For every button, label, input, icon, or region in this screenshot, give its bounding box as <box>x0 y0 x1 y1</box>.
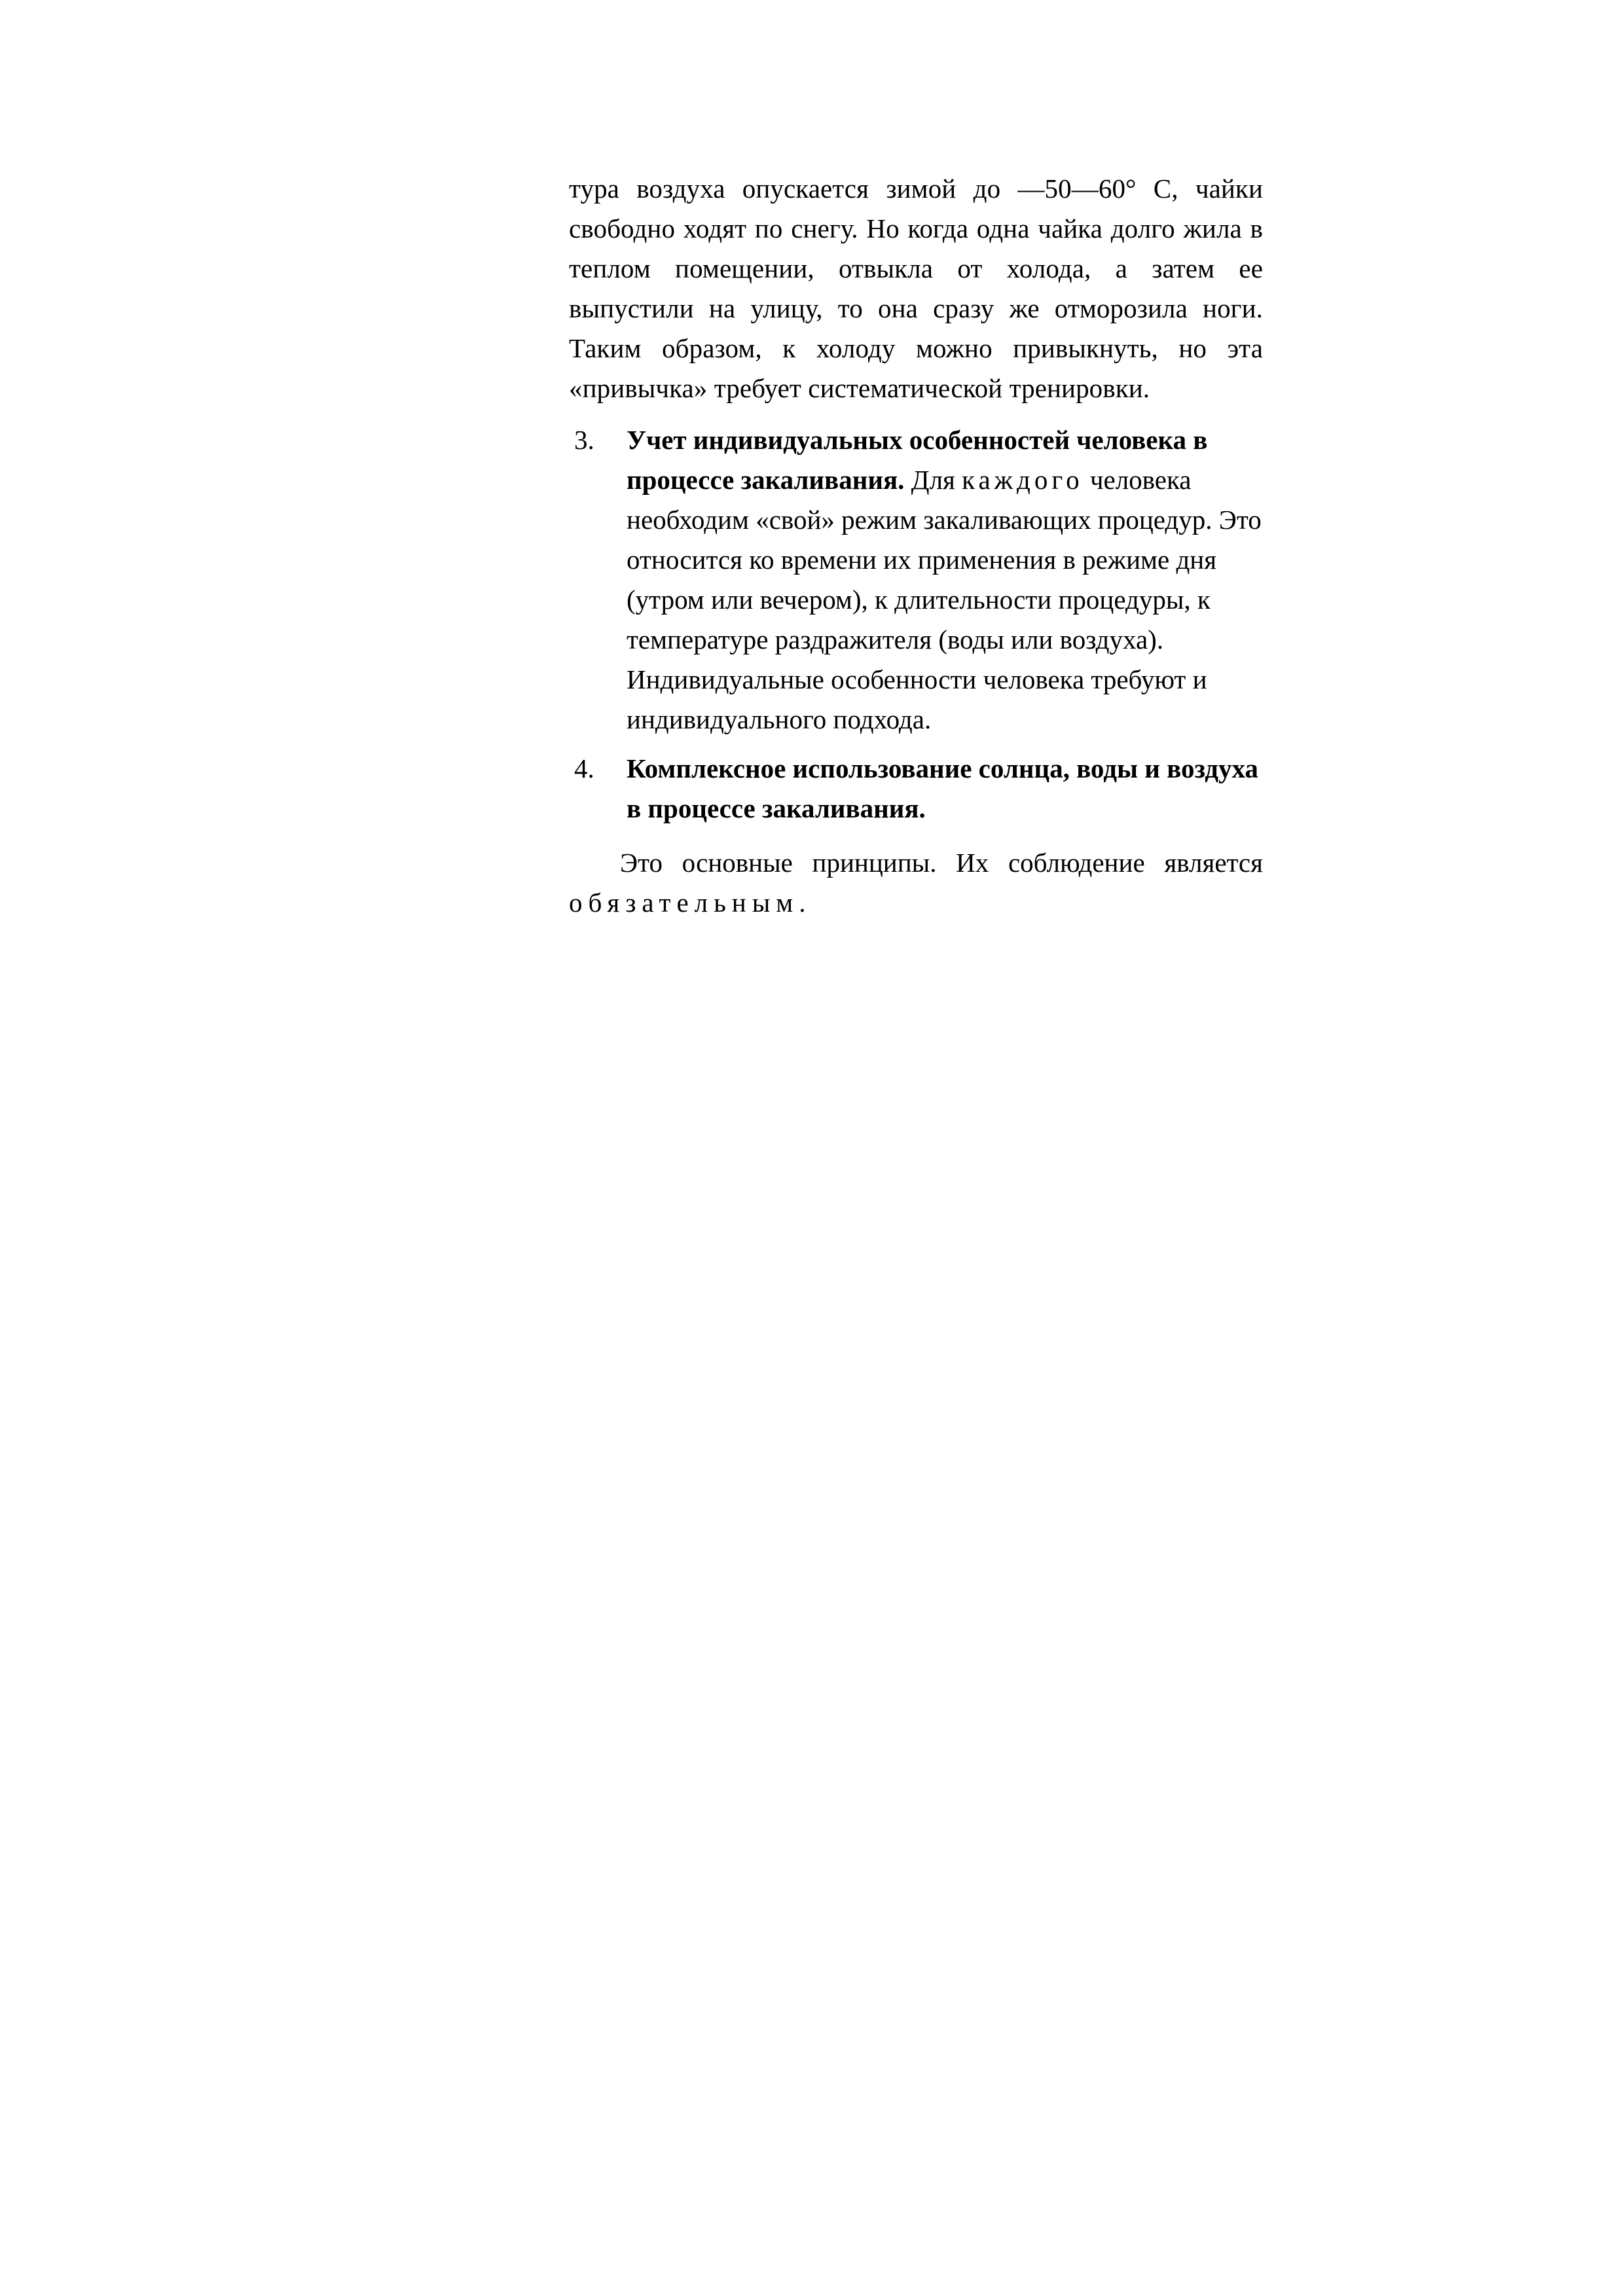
list-item-number: 4. <box>574 753 594 783</box>
list-item-body <box>627 425 1262 734</box>
continuation-paragraph: тура воздуха опускается зимой до —50—60° С, чайки свободно ходят по снегу. Но когда одна чайка долго жила в теплом помещении, отвыкла от холода, а затем ее выпустили на улицу, то она сразу же отморозила ноги. Таким образом, к холоду можно привыкнуть, но эта «привычка» требует систематической тренировки. <box>569 173 1263 403</box>
closing-paragraph-spaced-text: обязательным. <box>569 888 812 918</box>
list-item-bold-lead: Учет индивидуальных особенностей человека в процессе закаливания. <box>627 425 1208 495</box>
list-item-body <box>627 753 1258 823</box>
principles-list <box>569 420 1263 829</box>
list-item-spaced-text: каждого <box>962 465 1084 495</box>
list-item-bold-lead: Комплексное использование солнца, воды и воздуха в процессе закаливания. <box>627 753 1258 823</box>
closing-paragraph <box>569 843 1263 923</box>
closing-paragraph-text: Это основные принципы. Их соблюдение является <box>620 848 1263 878</box>
list-item <box>569 749 1263 829</box>
list-item-text-before-spaced: Для <box>904 465 962 495</box>
text-column <box>569 169 1263 950</box>
list-item <box>569 420 1263 740</box>
list-item-number: 3. <box>574 425 594 455</box>
list-item-text-after-spaced: человека необходим «свой» режим закаливающих процедур. Это относится ко времени их применения в режиме дня (утром или вечером), к длительности процедуры, к температуре раздражителя (воды или воздуха). Индивидуальные особенности человека требуют и индивидуального подхода. <box>627 465 1262 734</box>
